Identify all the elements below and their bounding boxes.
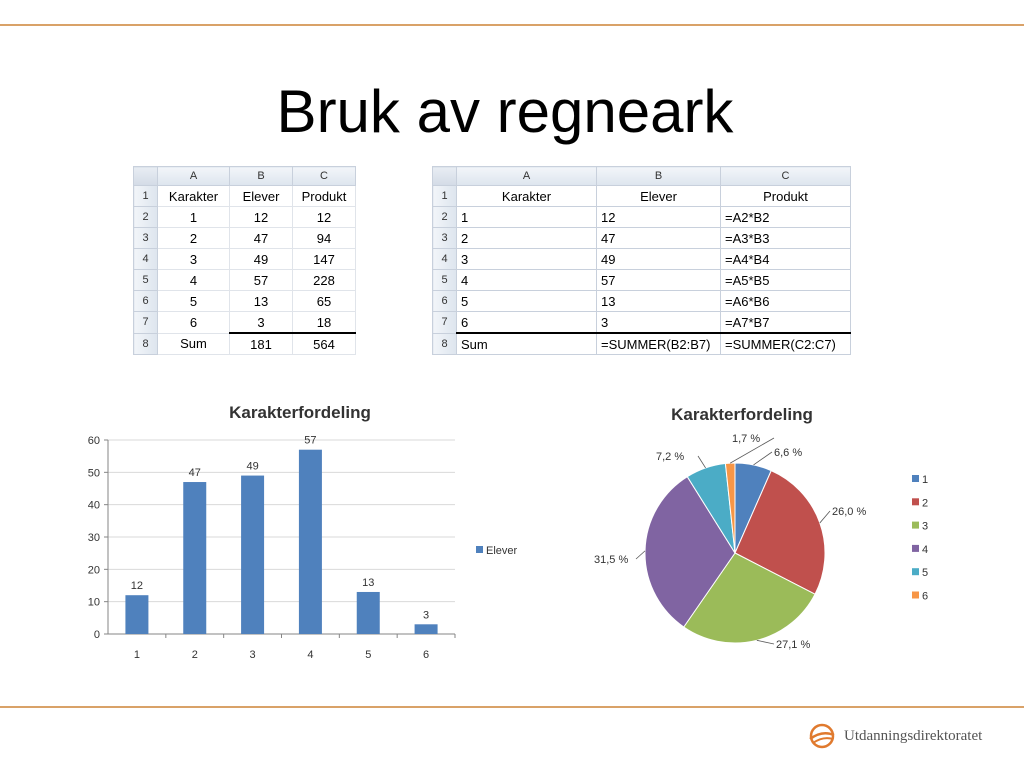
sheet-cell[interactable]: 57 — [597, 270, 721, 291]
logo-name: Utdanningsdirektoratet — [844, 727, 983, 744]
sheet-cell[interactable]: 1 — [158, 207, 230, 228]
sheet-row — [134, 186, 356, 207]
sheet-cell[interactable]: 13 — [230, 291, 293, 312]
column-header[interactable]: C — [721, 167, 851, 186]
sheet-cell[interactable]: 564 — [293, 333, 356, 355]
row-header[interactable]: 8 — [134, 333, 158, 355]
sheet-row — [433, 333, 851, 355]
legend-label: 6 — [922, 590, 929, 603]
sheet-cell[interactable]: =A5*B5 — [721, 270, 851, 291]
sheet-cell[interactable]: 6 — [158, 312, 230, 334]
bar — [125, 595, 148, 634]
leader-line — [698, 456, 706, 468]
legend-swatch — [912, 545, 919, 552]
bar-data-label: 47 — [188, 467, 201, 480]
row-header[interactable]: 8 — [433, 333, 457, 355]
sheet-cell[interactable]: 13 — [597, 291, 721, 312]
sheet-row — [433, 312, 851, 334]
sheet-cell[interactable]: 181 — [230, 333, 293, 355]
row-header[interactable]: 1 — [433, 186, 457, 207]
sheet-cell[interactable]: =A2*B2 — [721, 207, 851, 228]
pie-chart-title: Karakterfordeling — [671, 405, 813, 424]
pie-data-label: 7,2 % — [656, 451, 685, 463]
column-header-row — [134, 167, 356, 186]
x-tick-label: 1 — [133, 649, 140, 661]
y-tick-label: 40 — [87, 499, 100, 512]
leader-line — [820, 511, 830, 523]
organization-logo — [808, 716, 1000, 756]
sheet-cell[interactable]: Karakter — [457, 186, 597, 207]
legend-swatch — [912, 498, 919, 505]
row-header[interactable]: 3 — [134, 228, 158, 249]
leader-line — [757, 640, 774, 644]
legend-label: 2 — [922, 497, 929, 510]
sheet-cell[interactable]: Produkt — [721, 186, 851, 207]
column-header-row — [433, 167, 851, 186]
sheet-row — [433, 270, 851, 291]
sheet-cell[interactable]: 12 — [597, 207, 721, 228]
sheet-row — [433, 207, 851, 228]
sheet-cell[interactable]: 94 — [293, 228, 356, 249]
x-tick-label: 3 — [249, 649, 256, 661]
sheet-cell[interactable]: 47 — [597, 228, 721, 249]
sheet-row — [134, 291, 356, 312]
y-tick-label: 30 — [87, 532, 100, 544]
sheet-cell[interactable]: 1 — [457, 207, 597, 228]
sheet-cell[interactable]: Sum — [158, 333, 230, 355]
sheet-row — [433, 186, 851, 207]
sheet-cell[interactable]: 2 — [457, 228, 597, 249]
sheet-cell[interactable]: 18 — [293, 312, 356, 334]
sheet-row — [433, 249, 851, 270]
sheet-cell[interactable]: Karakter — [158, 186, 230, 207]
row-header[interactable]: 4 — [134, 249, 158, 270]
legend-swatch — [912, 568, 919, 575]
row-header[interactable]: 5 — [134, 270, 158, 291]
column-header[interactable]: A — [158, 167, 230, 186]
top-divider — [0, 24, 1024, 26]
sheet-cell[interactable]: 49 — [230, 249, 293, 270]
pie-data-label: 26,0 % — [832, 506, 867, 518]
y-tick-label: 0 — [93, 629, 100, 641]
legend-swatch — [912, 522, 919, 529]
sheet-cell[interactable]: 3 — [230, 312, 293, 334]
row-header[interactable]: 7 — [433, 312, 457, 334]
sheet-cell[interactable]: Sum — [457, 333, 597, 355]
column-header[interactable]: C — [293, 167, 356, 186]
pie-data-label: 1,7 % — [732, 433, 761, 445]
bar — [241, 476, 264, 634]
bar — [299, 450, 322, 634]
sheet-cell[interactable]: 5 — [457, 291, 597, 312]
sheet-cell[interactable]: Elever — [597, 186, 721, 207]
x-tick-label: 4 — [307, 649, 314, 661]
pie-data-label: 6,6 % — [774, 447, 803, 459]
spreadsheet-values — [133, 166, 356, 355]
legend-label: 3 — [922, 520, 929, 533]
logo-emblem-icon — [808, 722, 836, 750]
sheet-row — [433, 228, 851, 249]
row-header[interactable]: 7 — [134, 312, 158, 334]
bar — [415, 624, 438, 634]
legend-label: 1 — [922, 474, 929, 486]
sheet-cell[interactable]: =A6*B6 — [721, 291, 851, 312]
legend-label: Elever — [486, 545, 518, 557]
bar-data-label: 57 — [304, 434, 317, 447]
row-header[interactable]: 1 — [134, 186, 158, 207]
column-header[interactable]: B — [230, 167, 293, 186]
sheet-cell[interactable]: 57 — [230, 270, 293, 291]
leader-line — [754, 452, 772, 465]
row-header[interactable]: 5 — [433, 270, 457, 291]
bottom-divider — [0, 706, 1024, 708]
sheet-cell[interactable]: 228 — [293, 270, 356, 291]
y-tick-label: 50 — [87, 467, 100, 480]
column-header[interactable]: A — [457, 167, 597, 186]
row-header[interactable]: 2 — [433, 207, 457, 228]
sheet-cell[interactable]: 65 — [293, 291, 356, 312]
legend-label: 4 — [922, 543, 929, 556]
row-header[interactable]: 4 — [433, 249, 457, 270]
sheet-cell[interactable]: =SUMMER(C2:C7) — [721, 333, 851, 355]
pie-data-label: 31,5 % — [594, 554, 629, 566]
bar-data-label: 49 — [246, 460, 259, 473]
sheet-cell[interactable]: 4 — [457, 270, 597, 291]
leader-line — [636, 551, 645, 559]
row-header[interactable]: 6 — [433, 291, 457, 312]
sheet-cell[interactable]: 2 — [158, 228, 230, 249]
sheet-cell[interactable]: 4 — [158, 270, 230, 291]
sheet-row — [134, 333, 356, 355]
bar — [357, 592, 380, 634]
sheet-cell[interactable]: 12 — [230, 207, 293, 228]
x-tick-label: 6 — [423, 649, 430, 661]
x-tick-label: 2 — [191, 649, 198, 661]
bar — [183, 482, 206, 634]
pie-chart — [580, 396, 980, 660]
select-all-corner[interactable] — [433, 167, 457, 186]
y-tick-label: 20 — [87, 564, 100, 577]
legend-swatch — [912, 592, 919, 599]
select-all-corner[interactable] — [134, 167, 158, 186]
sheet-cell[interactable]: 3 — [457, 249, 597, 270]
column-header[interactable]: B — [597, 167, 721, 186]
sheet-cell[interactable]: 47 — [230, 228, 293, 249]
sheet-cell[interactable]: =A3*B3 — [721, 228, 851, 249]
sheet-cell[interactable]: =A4*B4 — [721, 249, 851, 270]
sheet-row — [433, 291, 851, 312]
slide-title: Bruk av regneark — [276, 78, 734, 145]
legend-swatch — [476, 546, 483, 553]
sheet-row — [134, 270, 356, 291]
x-tick-label: 5 — [365, 649, 372, 661]
sheet-cell[interactable]: 12 — [293, 207, 356, 228]
sheet-cell[interactable]: 147 — [293, 249, 356, 270]
spreadsheet-formulas — [432, 166, 851, 355]
sheet-cell[interactable]: =SUMMER(B2:B7) — [597, 333, 721, 355]
y-tick-label: 60 — [87, 435, 100, 447]
sheet-cell[interactable]: 5 — [158, 291, 230, 312]
sheet-cell[interactable]: 49 — [597, 249, 721, 270]
row-header[interactable]: 2 — [134, 207, 158, 228]
row-header[interactable]: 6 — [134, 291, 158, 312]
bar-data-label: 12 — [130, 580, 144, 593]
bar-data-label: 13 — [362, 576, 375, 589]
sheet-cell[interactable]: 3 — [158, 249, 230, 270]
sheet-row — [134, 228, 356, 249]
sheet-row — [134, 312, 356, 334]
bar-chart — [70, 392, 550, 664]
sheet-row — [134, 207, 356, 228]
sheet-cell[interactable]: =A7*B7 — [721, 312, 851, 334]
sheet-cell[interactable]: Elever — [230, 186, 293, 207]
legend-label: 5 — [922, 567, 929, 580]
row-header[interactable]: 3 — [433, 228, 457, 249]
sheet-row — [134, 249, 356, 270]
bar-chart-title: Karakterfordeling — [229, 403, 371, 422]
sheet-cell[interactable]: Produkt — [293, 186, 356, 207]
pie-data-label: 27,1 % — [776, 639, 811, 651]
legend-swatch — [912, 475, 919, 482]
sheet-cell[interactable]: 3 — [597, 312, 721, 334]
sheet-cell[interactable]: 6 — [457, 312, 597, 334]
y-tick-label: 10 — [87, 596, 100, 609]
bar-data-label: 3 — [423, 609, 430, 622]
